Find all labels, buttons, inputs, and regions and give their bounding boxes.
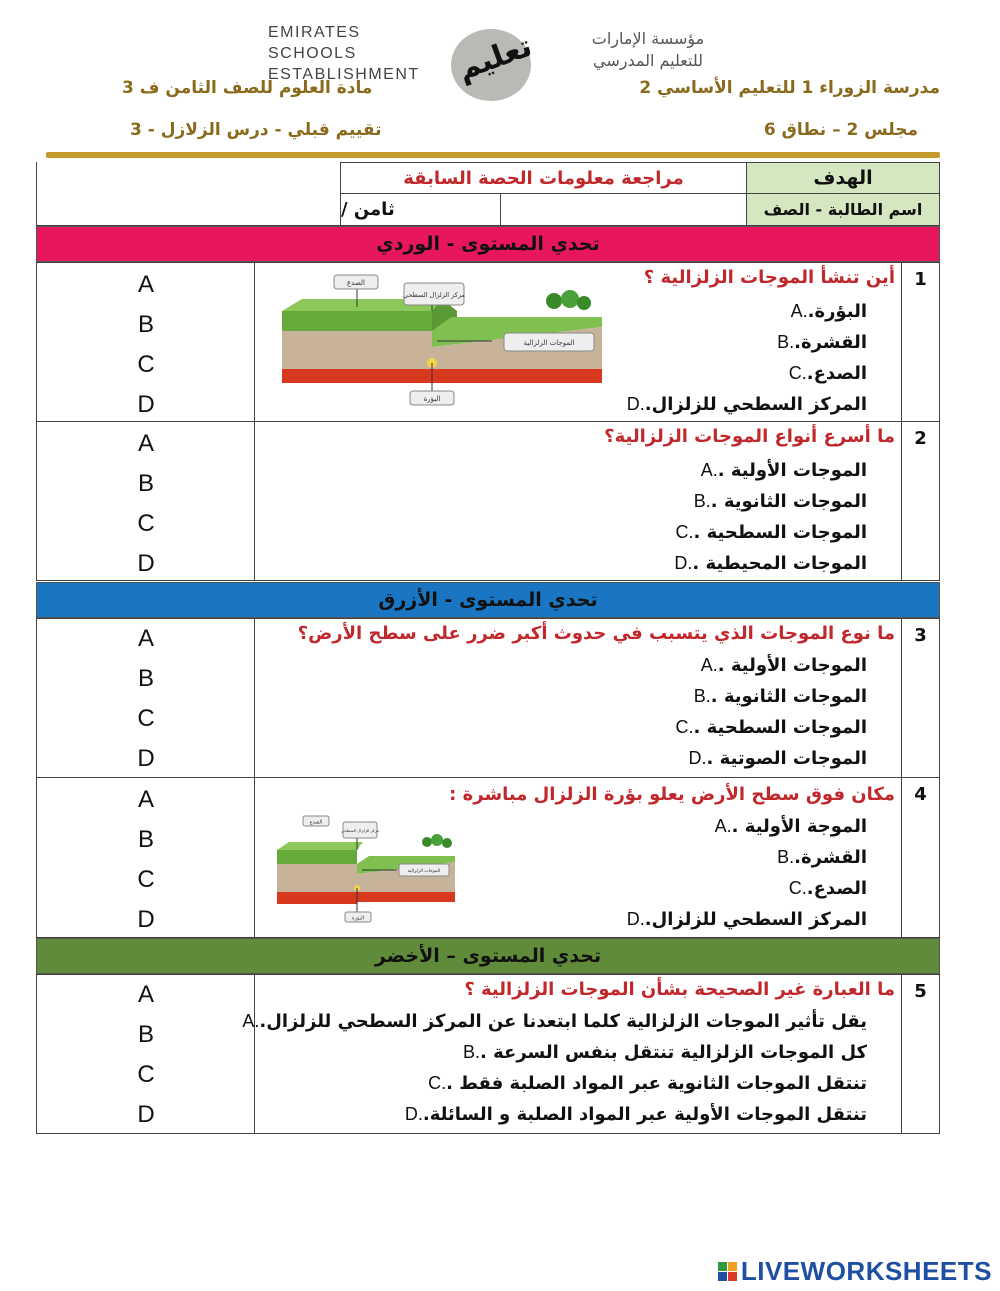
option-a: الموجة الأولية ..A	[714, 816, 867, 837]
question-text: ما أسرع أنواع الموجات الزلزالية؟	[604, 426, 895, 447]
question-text: ما نوع الموجات الذي يتسبب في حدوث أكبر ضرر على سطح الأرض؟	[297, 623, 895, 644]
question-number: 2	[901, 422, 939, 580]
option-c: الموجات السطحية ..C	[675, 522, 867, 543]
option-text: تنتقل الموجات الأولية عبر المواد الصلبة و السائلة.	[422, 1104, 867, 1125]
option-text: القشرة.	[794, 847, 867, 868]
earthquake-diagram	[282, 271, 612, 409]
question-row-4	[36, 777, 940, 938]
option-c: الموجات السطحية ..C	[675, 717, 867, 738]
answer-letter-a[interactable]: A	[137, 430, 154, 457]
option-d: الموجات الصوتية ..D	[688, 748, 867, 769]
option-letter: C	[675, 717, 689, 737]
option-letter: A	[242, 1011, 255, 1031]
answer-letters	[37, 619, 255, 777]
diagram-label-fault: الصدع	[347, 279, 365, 287]
option-a: الموجات الأولية ..A	[700, 460, 867, 481]
ese-line2: ESTABLISHMENT	[268, 66, 420, 83]
ministry-logo-text	[568, 28, 728, 72]
option-letter: D	[688, 748, 702, 768]
answer-letter-c[interactable]: C	[137, 1061, 155, 1088]
answer-letter-d[interactable]: D	[137, 391, 155, 418]
option-d: المركز السطحي للزلزال..D	[626, 909, 867, 930]
option-c: تنتقل الموجات الثانوية عبر المواد الصلبة فقط ..C	[428, 1073, 867, 1094]
question-row-3	[36, 618, 940, 778]
option-letter: C	[675, 522, 689, 542]
answer-letter-c[interactable]: C	[137, 351, 155, 378]
diagram-label-focus: البؤرة	[351, 915, 365, 922]
band-blue: تحدي المستوى - الأزرق	[36, 582, 940, 618]
option-letter: D	[626, 394, 640, 414]
option-b: الموجات الثانوية ..B	[693, 491, 867, 512]
option-letter: B	[462, 1042, 475, 1062]
student-name-label: اسم الطالبة - الصف	[746, 193, 940, 226]
answer-letter-b[interactable]: B	[137, 665, 154, 692]
liveworksheets-logo	[718, 1256, 992, 1287]
option-text: المركز السطحي للزلزال.	[644, 909, 867, 930]
option-text: الموجات الصوتية .	[706, 748, 867, 769]
answer-letter-b[interactable]: B	[137, 826, 154, 853]
option-b: القشرة..B	[777, 332, 867, 353]
option-letter: A	[714, 816, 727, 836]
answer-letter-d[interactable]: D	[137, 906, 155, 933]
council-label: مجلس 2 – نطاق 6	[763, 120, 918, 140]
answer-letter-b[interactable]: B	[137, 1021, 154, 1048]
liveworksheets-brand: LIVEWORKSHEETS	[740, 1256, 992, 1286]
diagram-label-focus: البؤرة	[423, 395, 441, 403]
answer-letters	[37, 263, 255, 421]
taleem-logo-shape	[446, 22, 536, 104]
option-letter: A	[790, 301, 803, 321]
info-blank	[36, 162, 340, 226]
question-number: 1	[901, 263, 939, 421]
answer-letter-c[interactable]: C	[137, 866, 155, 893]
option-text: تنتقل الموجات الثانوية عبر المواد الصلبة فقط .	[446, 1073, 867, 1094]
answer-letter-a[interactable]: A	[137, 271, 154, 298]
option-a: الموجات الأولية ..A	[700, 655, 867, 676]
answer-letter-c[interactable]: C	[137, 510, 155, 537]
option-text: الموجات الثانوية .	[710, 686, 867, 707]
liveworksheets-icon	[718, 1262, 737, 1281]
option-b: كل الموجات الزلزالية تنتقل بنفس السرعة ..B	[462, 1042, 867, 1063]
option-letter: D	[404, 1104, 418, 1124]
answer-letters	[37, 422, 255, 580]
option-letter: B	[777, 332, 790, 352]
ese-logo-text	[268, 22, 418, 85]
option-text: كل الموجات الزلزالية تنتقل بنفس السرعة .	[480, 1042, 867, 1063]
option-letter: C	[428, 1073, 442, 1093]
mi-line1: مؤسسة الإمارات	[591, 29, 705, 48]
option-text: القشرة.	[794, 332, 867, 353]
answer-letters	[37, 975, 255, 1133]
band-pink: تحدي المستوى - الوردي	[36, 226, 940, 262]
answer-letter-d[interactable]: D	[137, 745, 155, 772]
option-c: الصدع..C	[788, 363, 867, 384]
option-text: الموجات الأولية .	[717, 655, 867, 676]
question-number: 4	[901, 778, 939, 937]
option-text: الموجات السطحية .	[693, 522, 867, 543]
option-d: تنتقل الموجات الأولية عبر المواد الصلبة و السائلة..D	[404, 1104, 867, 1125]
option-text: الموجات السطحية .	[693, 717, 867, 738]
diagram-label-waves: الموجات الزلزالية	[523, 339, 575, 347]
option-a: يقل تأثير الموجات الزلزالية كلما ابتعدنا عن المركز السطحي للزلزال..A	[242, 1011, 867, 1032]
ese-line1: EMIRATES SCHOOLS	[268, 24, 361, 62]
answer-letters	[37, 778, 255, 937]
diagram-label-fault: الصدع	[309, 819, 323, 826]
question-text: مكان فوق سطح الأرض يعلو بؤرة الزلزال مباشرة :	[449, 784, 895, 805]
answer-letter-d[interactable]: D	[137, 550, 155, 577]
goal-value: مراجعة معلومات الحصة السابقة	[340, 162, 747, 194]
logo-word: تعليم	[452, 28, 536, 88]
option-letter: C	[788, 363, 802, 383]
question-row-2	[36, 421, 940, 581]
answer-letter-a[interactable]: A	[137, 981, 154, 1008]
question-number: 3	[901, 619, 939, 777]
answer-letter-c[interactable]: C	[137, 705, 155, 732]
question-row-1	[36, 262, 940, 422]
option-text: الموجات الثانوية .	[710, 491, 867, 512]
option-text: المركز السطحي للزلزال.	[644, 394, 867, 415]
class-field[interactable]: ثامن /	[340, 193, 501, 226]
question-row-5	[36, 974, 940, 1134]
question-text: ما العبارة غير الصحيحة بشأن الموجات الزلزالية ؟	[464, 979, 895, 1000]
mi-line2: للتعليم المدرسي	[592, 51, 703, 70]
option-letter: A	[700, 655, 713, 675]
answer-letter-d[interactable]: D	[137, 1101, 155, 1128]
answer-letter-a[interactable]: A	[137, 786, 154, 813]
option-text: الموجات الأولية .	[717, 460, 867, 481]
option-letter: B	[777, 847, 790, 867]
option-a: البؤرة..A	[790, 301, 867, 322]
school-name: مدرسة الزوراء 1 للتعليم الأساسي 2	[639, 78, 940, 98]
gold-divider	[46, 152, 940, 158]
goal-label: الهدف	[746, 162, 940, 194]
option-d: الموجات المحيطية ..D	[674, 553, 867, 574]
option-letter: B	[693, 491, 706, 511]
option-b: الموجات الثانوية ..B	[693, 686, 867, 707]
option-text: البؤرة.	[807, 301, 867, 322]
diagram-label-waves: الموجات الزلزالية	[407, 869, 441, 874]
option-text: الموجات المحيطية .	[692, 553, 867, 574]
option-d: المركز السطحي للزلزال..D	[626, 394, 867, 415]
student-name-field[interactable]	[500, 193, 747, 226]
option-b: القشرة..B	[777, 847, 867, 868]
option-text: الصدع.	[806, 878, 867, 899]
earthquake-diagram-small	[277, 812, 462, 924]
answer-letter-b[interactable]: B	[137, 311, 154, 338]
question-text: أين تنشأ الموجات الزلزالية ؟	[643, 267, 895, 288]
option-text: يقل تأثير الموجات الزلزالية كلما ابتعدنا عن المركز السطحي للزلزال.	[259, 1011, 867, 1032]
option-letter: C	[788, 878, 802, 898]
assessment-title: تقييم قبلي - درس الزلازل - 3	[130, 120, 382, 140]
option-letter: A	[700, 460, 713, 480]
question-number: 5	[901, 975, 939, 1133]
answer-letter-b[interactable]: B	[137, 470, 154, 497]
answer-letter-a[interactable]: A	[137, 625, 154, 652]
option-text: الموجة الأولية .	[731, 816, 867, 837]
option-text: الصدع.	[806, 363, 867, 384]
diagram-label-epicenter: مركز الزلزال السطحي	[403, 291, 465, 299]
diagram-label-epicenter: مركز الزلزال السطحي	[340, 828, 380, 833]
band-green: تحدي المستوى – الأخضر	[36, 938, 940, 974]
subject-title: مادة العلوم للصف الثامن ف 3	[122, 78, 373, 98]
option-letter: D	[626, 909, 640, 929]
option-letter: D	[674, 553, 688, 573]
taleem-logo	[446, 22, 536, 104]
option-c: الصدع..C	[788, 878, 867, 899]
option-letter: B	[693, 686, 706, 706]
